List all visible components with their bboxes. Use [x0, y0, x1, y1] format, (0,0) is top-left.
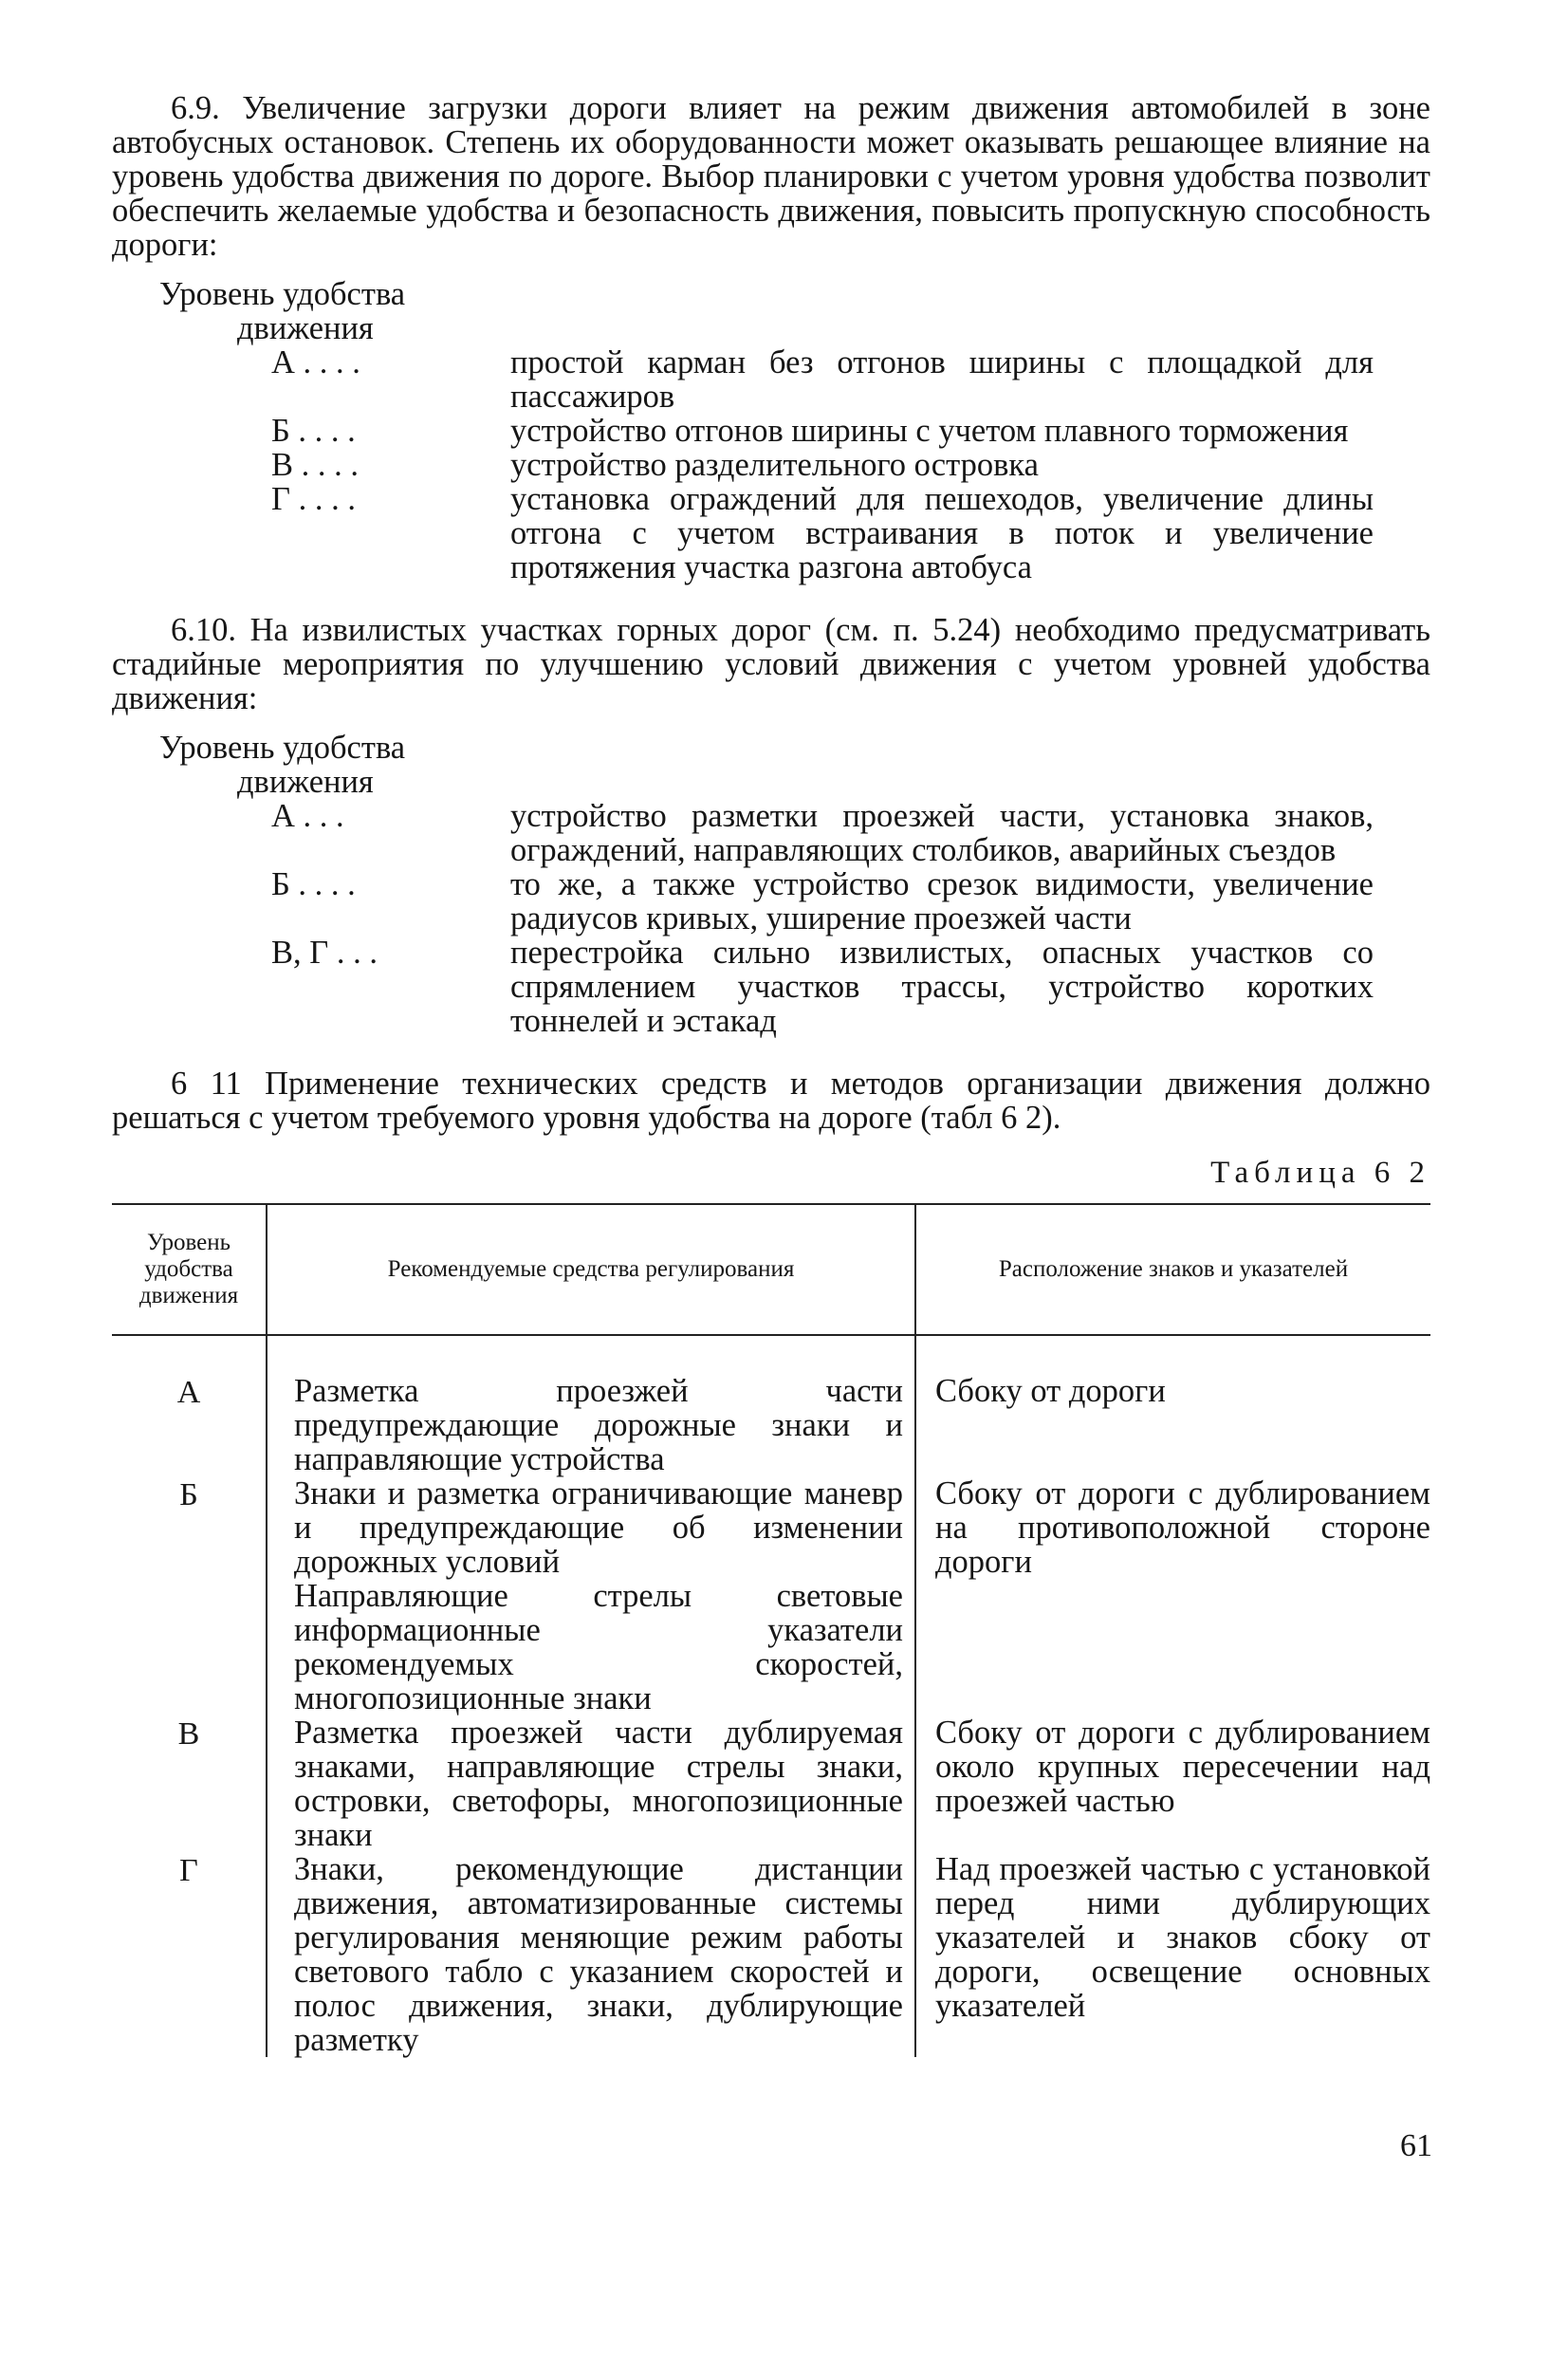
row-location: Над проезжей частью с установкой перед ними дублирующих указателей и знаков сбоку от дороги, освещение основных указателей [935, 1851, 1430, 2024]
row-recommended: Знаки и разметка ограничивающие маневр и предупреждающие об изменении дорожных условий Направляющие стрелы световые информационные указатели рекомендуемых скоростей, многопозиционные знаки [267, 1476, 915, 1715]
levels-list-6-9 [112, 345, 1430, 584]
level-item [112, 867, 1430, 936]
level-item [112, 799, 1430, 867]
levels-heading-line-1: Уровень удобства [159, 276, 406, 312]
level-item [112, 482, 1430, 584]
level-item [112, 936, 1430, 1038]
levels-list-6-10 [112, 799, 1430, 1038]
level-code: В, Г . . . [271, 935, 378, 971]
levels-heading [159, 277, 1430, 345]
level-code: Б . . . . [271, 413, 356, 449]
level-code: А . . . . [271, 344, 360, 380]
table-caption: Таблица 6 2 [1210, 1156, 1430, 1190]
table-row [112, 1476, 1430, 1715]
level-description: то же, а также устройство срезок видимости, увеличение радиусов кривых, уширение проезжей части [510, 866, 1374, 936]
level-code: Г . . . . [271, 481, 356, 517]
row-recommended: Разметка проезжей части предупреждающие дорожные знаки и направляющие устройства [267, 1335, 915, 1476]
level-code: А . . . [271, 798, 344, 834]
levels-heading [159, 731, 1430, 799]
header-level: Уровень удобства движения [112, 1204, 267, 1335]
level-item [112, 345, 1430, 414]
row-recommended: Разметка проезжей части дублируемая знаками, направляющие стрелы знаки, островки, светофоры, многопозиционные знаки [267, 1715, 915, 1852]
document-page [112, 91, 1430, 2057]
row-level: В [177, 1716, 200, 1752]
level-code: В . . . . [271, 447, 360, 483]
table-row [112, 1715, 1430, 1852]
paragraph-6-11: 6 11 Применение технических средств и методов организации движения должно решаться с учетом требуемого уровня удобства на дороге (табл 6 2). [112, 1066, 1430, 1136]
levels-heading-line-2: движения [237, 310, 374, 346]
row-level: А [176, 1375, 201, 1410]
level-description: устройство разметки проезжей части, установка знаков, ограждений, направляющих столбиков, аварийных съездов [510, 798, 1374, 868]
row-location: Сбоку от дороги с дублированием на противоположной стороне дороги [935, 1475, 1430, 1580]
row-location: Сбоку от дороги с дублированием около крупных пересечении над проезжей частью [935, 1715, 1430, 1819]
table-row [112, 1852, 1430, 2057]
level-item [112, 414, 1430, 448]
levels-heading-line-2: движения [237, 764, 374, 800]
level-description: установка ограждений для пешеходов, увеличение длины отгона с учетом встраивания в поток и увеличение протяжения участка разгона автобуса [510, 481, 1374, 585]
row-level: Б [179, 1477, 198, 1512]
levels-heading-line-1: Уровень удобства [159, 730, 406, 766]
level-description: устройство разделительного островка [510, 447, 1039, 483]
level-item [112, 448, 1430, 482]
level-code: Б . . . . [271, 866, 356, 902]
paragraph-6-9: 6.9. Увеличение загрузки дороги влияет на режим движения автомобилей в зоне автобусных остановок. Степень их оборудованности может оказывать решающее влияние на уровень удобства движения по дороге. Выбор планировки с учетом уровня удобства позволит обеспечить желаемые удобства и безопасность движения, повысить пропускную способность дороги: [112, 90, 1430, 263]
header-recommended: Рекомендуемые средства регулирования [267, 1204, 915, 1335]
table-header-row [112, 1204, 1430, 1335]
paragraph-6-10: 6.10. На извилистых участках горных дорог (см. п. 5.24) необходимо предусматривать стадийные мероприятия по улучшению условий движения с учетом уровней удобства движения: [112, 612, 1430, 716]
header-location: Расположение знаков и указателей [915, 1204, 1430, 1335]
level-description: устройство отгонов ширины с учетом плавного торможения [510, 413, 1349, 449]
page-number: 61 [1400, 2128, 1432, 2163]
level-description: перестройка сильно извилистых, опасных участков со спрямлением участков трассы, устройство коротких тоннелей и эстакад [510, 935, 1374, 1039]
regulation-table [112, 1203, 1430, 2057]
row-recommended: Знаки, рекомендующие дистанции движения, автоматизированные системы регулирования меняющие режим работы светового табло с указанием скоростей и полос движения, знаки, дублирующие разметку [267, 1852, 915, 2057]
table-row [112, 1335, 1430, 1476]
row-level: Г [179, 1853, 198, 1888]
row-location: Сбоку от дороги [935, 1373, 1166, 1409]
level-description: простой карман без отгонов ширины с площадкой для пассажиров [510, 344, 1374, 415]
